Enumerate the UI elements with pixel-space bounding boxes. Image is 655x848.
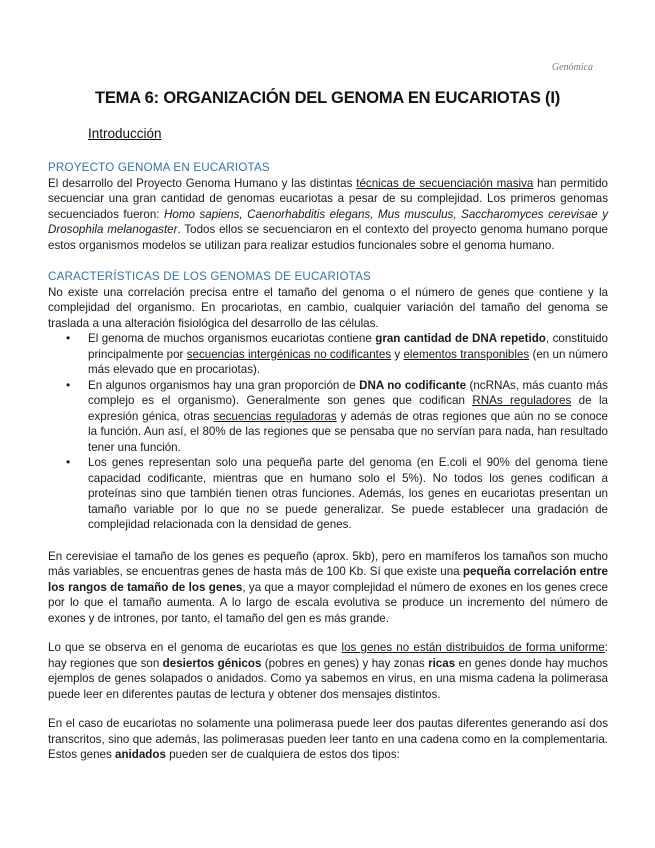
text-run: en genes donde hay muchos ejemplos de genes solapados o anidados. Como ya sabemos en virus, en una misma cadena la polimerasa puede leer en diferentes pautas de lectura y obtener dos mensajes distintos. [48, 656, 608, 701]
text-run: : hay regiones que son [48, 641, 608, 670]
paragraph-caracteristicas: No existe una correlación precisa entre el tamaño del genoma o el número de genes que contiene y la complejidad del organismo. En procariotas, en cambio, cualquier variación del tamaño del genoma se traslada a una alteración fisiológica del desarrollo de las células. [48, 285, 608, 330]
bold-term: DNA no codificante [359, 378, 467, 392]
text-run: y además de otras regiones que aún no se conoce la función. Aun así, el 80% de las regiones que se pensaba que no servían para nada, han resultado tener una función. [88, 409, 608, 454]
list-item [48, 331, 608, 378]
text-run: (pobres en genes) y hay zonas [261, 656, 429, 670]
text-run: Los genes representan solo una pequeña parte del genoma (en E.coli el 90% del genoma tiene capacidad codificante, mientras que en humano solo el 5%). No todos los genes codifican a proteínas sino que también tienen otras funciones. Además, los genes en eucariotas presentan un tamaño variable por lo que no se puede generalizar. Se puede establecer una gradación de complejidad relacionada con la densidad de genes. [88, 456, 608, 531]
text-run: El genoma de muchos organismos eucariotas contiene [88, 332, 376, 345]
text-run: . Todos ellos se secuenciaron en el contexto del proyecto genoma humano porque estos organismos modelos se utilizan para realizar estudios funcionales sobre el genoma humano. [48, 223, 609, 252]
bold-term: gran cantidad de DNA repetido [375, 332, 546, 345]
text-run: En cerevisiae el tamaño de los genes es pequeño (aprox. 5kb), pero en mamíferos los tamaños son mucho más variables, se encuentras genes de hasta más de 100 Kb. Sí que existe una [48, 549, 608, 578]
bold-term: pequeña correlación entre los rangos de tamaño de los genes [48, 565, 609, 594]
paragraph-distribucion-genes [48, 640, 608, 702]
list-item [48, 378, 608, 456]
text-run: han permitido secuenciar una gran cantidad de genomas eucariotas a pesar de su complejidad. Los primeros genomas secuenciados fueron: [48, 176, 609, 221]
text-run: En algunos organismos hay una gran proporción de [88, 378, 360, 392]
paragraph-tamano-genes [48, 549, 608, 627]
text-run: En el caso de eucariotas no solamente una polimerasa puede leer dos pautas diferentes generando así dos transcritos, sino que además, las polimerasas pueden leer tanto en una cadena como en la complementaria. Estos genes [48, 717, 608, 761]
text-run: (ncRNAs, más cuanto más complejo es el organismo). Generalmente son genes que codifican [88, 378, 608, 407]
underlined-term: técnicas de secuenciación masiva [356, 176, 534, 190]
text-run: de la expresión génica, otras [88, 394, 608, 423]
section-heading-proyecto: PROYECTO GENOMA EN EUCARIOTAS [48, 161, 270, 174]
page-title: TEMA 6: ORGANIZACIÓN DEL GENOMA EN EUCARIOTAS (I) [94, 89, 561, 107]
text-run: pueden ser de cualquiera de estos dos tipos: [165, 748, 400, 761]
underlined-term: secuencias intergénicas no codificantes [186, 347, 392, 361]
list-item [48, 455, 608, 533]
text-run: y [391, 347, 404, 361]
section-heading-caracteristicas: CARACTERÍSTICAS DE LOS GENOMAS DE EUCARIOTAS [48, 270, 371, 283]
bold-term: desiertos génicos [162, 656, 262, 670]
italic-species: Homo sapiens, Caenorhabditis elegans, Mus musculus, Saccharomyces cerevisae y Drosophila melanogaster [48, 207, 608, 236]
text-run: (en un número más elevado que en procariotas). [88, 347, 608, 376]
bold-term: ricas [428, 656, 456, 670]
paragraph-proyecto [48, 176, 608, 254]
text-run: Lo que se observa en el genoma de eucariotas es que [48, 641, 342, 654]
section-subtitle: Introducción [88, 126, 162, 141]
bullet-list [48, 331, 608, 533]
running-header: Genómica [551, 62, 593, 73]
text-run: , ya que a mayor complejidad el número de exones en los genes crece por lo que el tamaño aumenta. A lo largo de escala evolutiva se produce un incremento del número de exones y de intrones, por tanto, el tamaño del gen es más grande. [48, 580, 609, 625]
bold-term: anidados [115, 748, 166, 761]
document-body [48, 160, 608, 763]
underlined-term: elementos transponibles [403, 347, 530, 361]
underlined-term: RNAs reguladores [472, 394, 572, 407]
underlined-term: secuencias reguladoras [213, 409, 337, 423]
text-run: El desarrollo del Proyecto Genoma Humano y las distintas [48, 176, 357, 190]
underlined-term: los genes no están distribuidos de forma uniforme [341, 641, 605, 654]
text-run: , constituido principalmente por [88, 332, 609, 361]
paragraph-genes-anidados [48, 716, 608, 763]
